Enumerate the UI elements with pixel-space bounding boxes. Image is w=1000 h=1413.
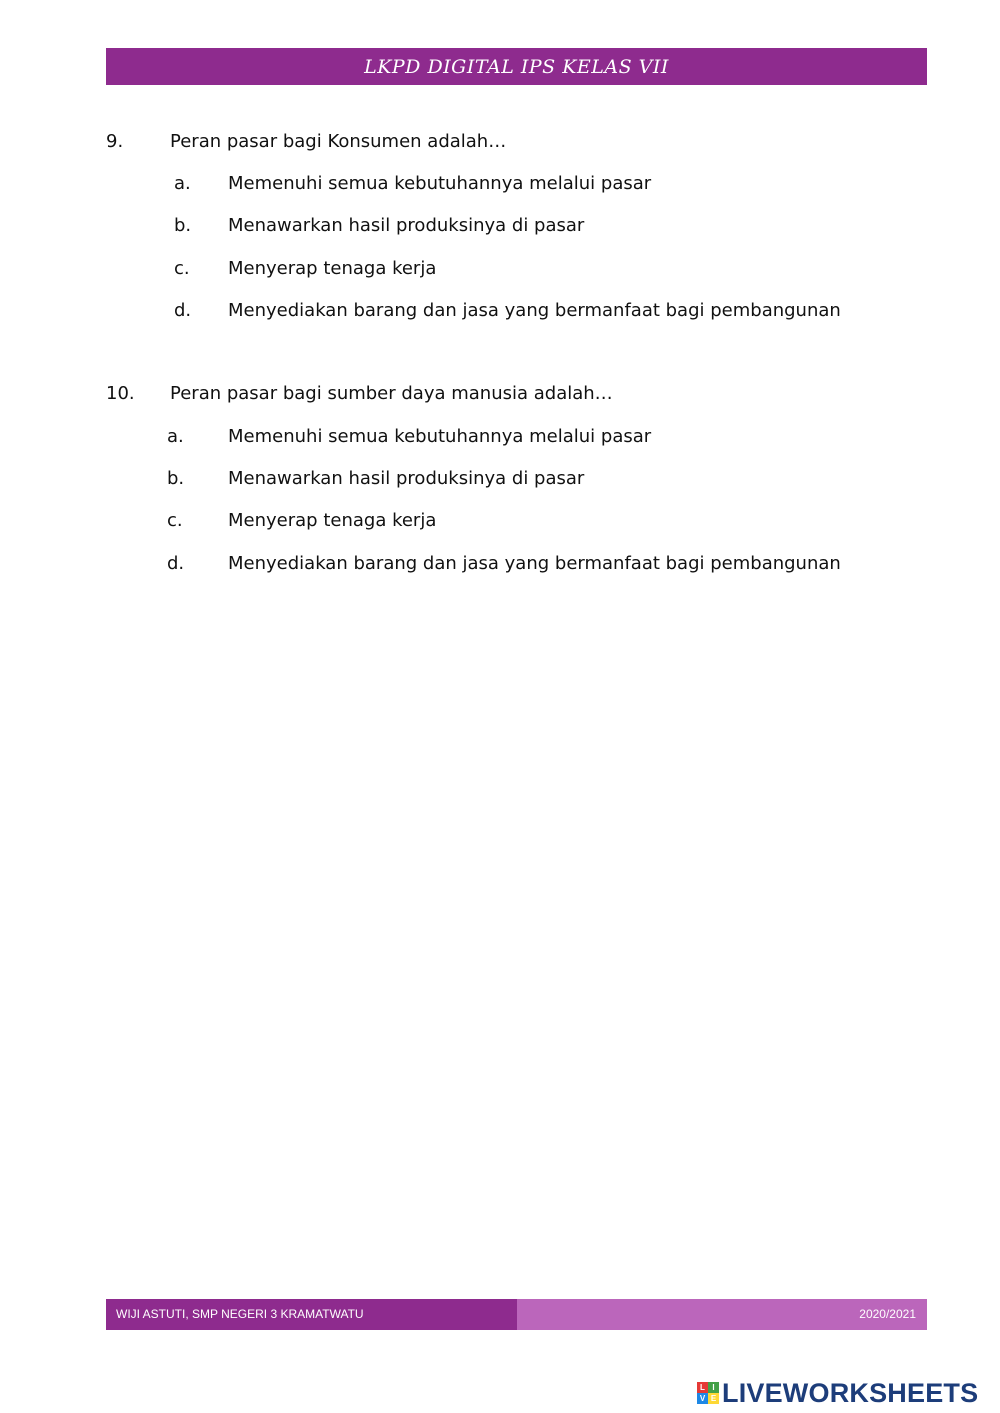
option-text: Menyerap tenaga kerja xyxy=(228,510,437,531)
option-letter: a. xyxy=(174,173,191,194)
logo-letter: I xyxy=(708,1382,719,1393)
option-text: Menyediakan barang dan jasa yang bermanfaat bagi pembangunan xyxy=(228,300,841,321)
option-text: Menyediakan barang dan jasa yang bermanfaat bagi pembangunan xyxy=(228,553,841,574)
liveworksheets-logo-icon xyxy=(697,1382,719,1404)
liveworksheets-brand[interactable] xyxy=(697,1378,978,1408)
option-letter: d. xyxy=(167,553,185,574)
question-text: Peran pasar bagi Konsumen adalah… xyxy=(170,131,507,152)
question-text: Peran pasar bagi sumber daya manusia adalah… xyxy=(170,383,613,404)
logo-letter: E xyxy=(708,1393,719,1404)
option-letter: b. xyxy=(174,215,192,236)
question-number: 10. xyxy=(106,383,135,404)
footer-author: WIJI ASTUTI, SMP NEGERI 3 KRAMATWATU xyxy=(106,1299,517,1330)
footer-year: 2020/2021 xyxy=(517,1299,927,1330)
header-bar xyxy=(106,48,927,85)
option-letter: b. xyxy=(167,468,185,489)
option-letter: a. xyxy=(167,426,184,447)
option-text: Menyerap tenaga kerja xyxy=(228,258,437,279)
option-text: Memenuhi semua kebutuhannya melalui pasar xyxy=(228,426,652,447)
brand-name: LIVEWORKSHEETS xyxy=(722,1377,979,1408)
header-title: LKPD DIGITAL IPS KELAS VII xyxy=(364,56,669,78)
question-number: 9. xyxy=(106,131,124,152)
logo-letter: V xyxy=(697,1393,708,1404)
option-letter: d. xyxy=(174,300,192,321)
page-footer xyxy=(106,1299,927,1330)
option-text: Menawarkan hasil produksinya di pasar xyxy=(228,468,585,489)
option-letter: c. xyxy=(167,510,183,531)
option-text: Menawarkan hasil produksinya di pasar xyxy=(228,215,585,236)
option-text: Memenuhi semua kebutuhannya melalui pasar xyxy=(228,173,652,194)
option-letter: c. xyxy=(174,258,190,279)
logo-letter: L xyxy=(697,1382,708,1393)
